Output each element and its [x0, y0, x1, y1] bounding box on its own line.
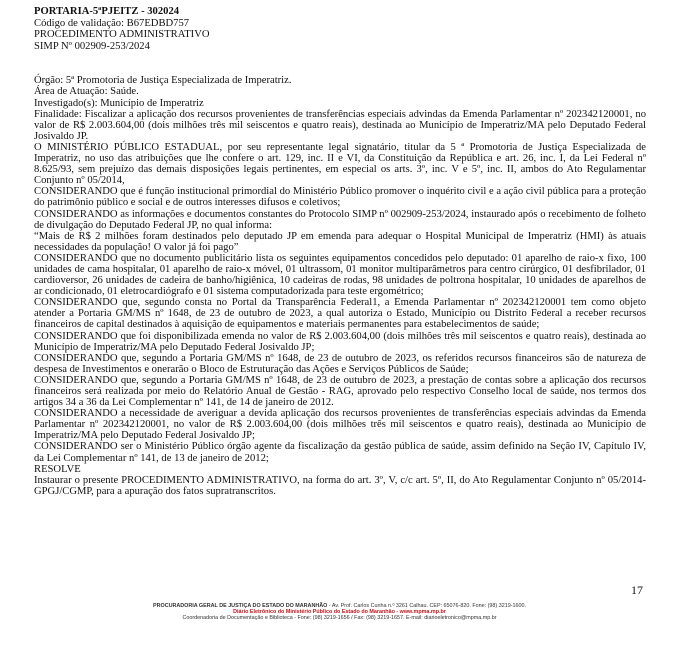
document-header	[34, 6, 646, 52]
paragraph-considerando: CONSIDERANDO que é função institucional primordial do Ministério Público promover o inquérito civil e a ação civil pública para a proteção do patrimônio público e social e de outros interesses difusos e coletivos;	[34, 186, 646, 209]
procedure-type: PROCEDIMENTO ADMINISTRATIVO	[34, 29, 210, 41]
footer-diario: Diário Eletrônico do Ministério Público do Estado do Maranhão - www.mpma.mp.br	[233, 609, 446, 616]
paragraph-considerando: CONSIDERANDO que foi disponibilizada emenda no valor de R$ 2.003.604,00 (dois milhões três mil seiscentos e quatro reais), destinada ao Município de Imperatriz/MA pelo Deputado Federal Josivaldo JP;	[34, 330, 646, 353]
paragraph-investigado: Investigado(s): Município de Imperatriz	[34, 97, 204, 109]
paragraph-considerando: CONSIDERANDO que, segundo consta no Portal da Transparência Federal1, a Emenda Parlamentar nº 202342120001 tem como objeto atender a Portaria GM/MS nº 1648, de 23 de outubro de 2023, a qual autoriza o Estado, Município ou Distrito Federal a receber recursos financeiros de capital destinados à aquisição de equipamentos e materiais permanentes para estabelecimentos de saúde;	[34, 297, 646, 331]
paragraph-quote: “Mais de R$ 2 milhões foram destinados pelo deputado JP em emenda para adequar o Hospital Municipal de Imperatriz (HMI) às atuais necessidades da população! O valor já foi pago”	[34, 230, 646, 253]
paragraph-considerando: CONSIDERANDO que no documento publicitário lista os seguintes equipamentos concedidos pelo deputado: 01 aparelho de raio-x fixo, 100 unidades de cama hospitalar, 01 aparelho de raio-x móvel, 01 ultrassom, 01 monitor multiparâmetros para centro cirúrgico, 01 desfibrilador, 01 cardioversor, 26 unidades de cadeira de banho/higiênica, 10 cadeiras de rodas, 98 unidades de poltrona hospitalar, 10 unidades de aparelhos de ar condicionado, 01 eletrocardiógrafo e 01 sistema computadorizada para teste ergométrico;	[34, 252, 646, 298]
paragraph-ministerio: O MINISTÉRIO PÚBLICO ESTADUAL, por seu representante legal signatário, titular da 5 ª Promotoria de Justiça Especializada de Imperatriz, no uso das atribuições que lhe confere o art. 129, inc. II e VI, da Constituição da República e art. 26, inc. I, da Lei Federal nº 8.625/93, sem prejuízo das demais disposições legais pertinentes, em especial os arts. 3º, inc. V e 5º, inc. II, ambos do Ato Regulamentar Conjunto nº 05/2014,	[34, 141, 646, 187]
paragraph-instaurar: Instaurar o presente PROCEDIMENTO ADMINISTRATIVO, na forma do art. 3º, V, c/c art. 5º, II, do Ato Regulamentar Conjunto nº 05/2014-GPGJ/CGMP, para a apuração dos fatos supratranscritos.	[34, 474, 646, 497]
portaria-title: PORTARIA-5ªPJEITZ - 302024	[34, 6, 180, 17]
validation-code: Código de validação: B67EDBD757	[34, 17, 190, 29]
page-number: 17	[631, 583, 643, 597]
paragraph-considerando: CONSIDERANDO a necessidade de averiguar a devida aplicação dos recursos provenientes de transferências especiais advindas da Emenda Parlamentar nº 202342120001, no valor de R$ 2.003.604,00 (dois milhões três mil seiscentos e quatro reais), destinada ao Município de Imperatriz/MA pelo Deputado Federal Josivaldo JP;	[34, 408, 646, 442]
paragraph-considerando: CONSIDERANDO que, segundo a Portaria GM/MS nº 1648, de 23 de outubro de 2023, a prestação de contas sobre a aplicação dos recursos financeiros será realizada por meio do Relatório Anual de Gestão - RAG, aprovado pelo respectivo Conselho local de saúde, nos termos dos artigos 34 a 36 da Lei Complementar nº 141, de 14 de janeiro de 2012.	[34, 374, 646, 409]
spacer	[34, 52, 646, 75]
paragraph-finalidade: Finalidade: Fiscalizar a aplicação dos recursos provenientes de transferências especiais advindas da Emenda Parlamentar nº 202342120001, no valor de R$ 2.003.604,00 (dois milhões três mil seiscentos e quatro reais), destinada ao Município de Imperatriz/MA pelo Deputado Federal Josivaldo JP.	[34, 108, 646, 142]
paragraph-resolve: RESOLVE	[34, 463, 81, 475]
simp-number: SIMP Nº 002909-253/2024	[34, 40, 150, 52]
footer-address: - Av. Prof. Carlos Cunha n.º 3261 Calhau. CEP: 65076-820. Fone: (98) 3219-1600.	[327, 603, 526, 609]
page-footer	[0, 603, 679, 622]
paragraph-area: Área de Atuação: Saúde.	[34, 86, 139, 98]
footer-coord: Coordenadoria de Documentação e Biblioteca - Fone: (98) 3219-1656 / Fax: (98) 3219-1657. E-mail: diarioeletronico@mpma.mp.br	[182, 615, 497, 622]
paragraph-considerando: CONSIDERANDO que, segundo a Portaria GM/MS nº 1648, de 23 de outubro de 2023, os referidos recursos financeiros são de natureza de despesa de Investimentos e onerarão o Bloco de Estruturação das Ações e Serviços Públicos de Saúde;	[34, 352, 646, 375]
document-body	[34, 75, 646, 497]
paragraph-orgao: Órgão: 5ª Promotoria de Justiça Especializada de Imperatriz.	[34, 75, 292, 87]
document-page	[34, 6, 646, 497]
footer-org: PROCURADORIA GERAL DE JUSTIÇA DO ESTADO DO MARANHÃO	[153, 603, 328, 609]
paragraph-considerando: CONSIDERANDO ser o Ministério Público órgão agente da fiscalização da gestão pública de saúde, assim definido na Seção IV, Capítulo IV, da Lei Complementar nº 141, de 13 de janeiro de 2012;	[34, 441, 646, 464]
paragraph-considerando: CONSIDERANDO as informações e documentos constantes do Protocolo SIMP nº 002909-253/2024, instaurado após o recebimento de folheto de divulgação do Deputado Federal JP, no qual informa:	[34, 208, 646, 231]
